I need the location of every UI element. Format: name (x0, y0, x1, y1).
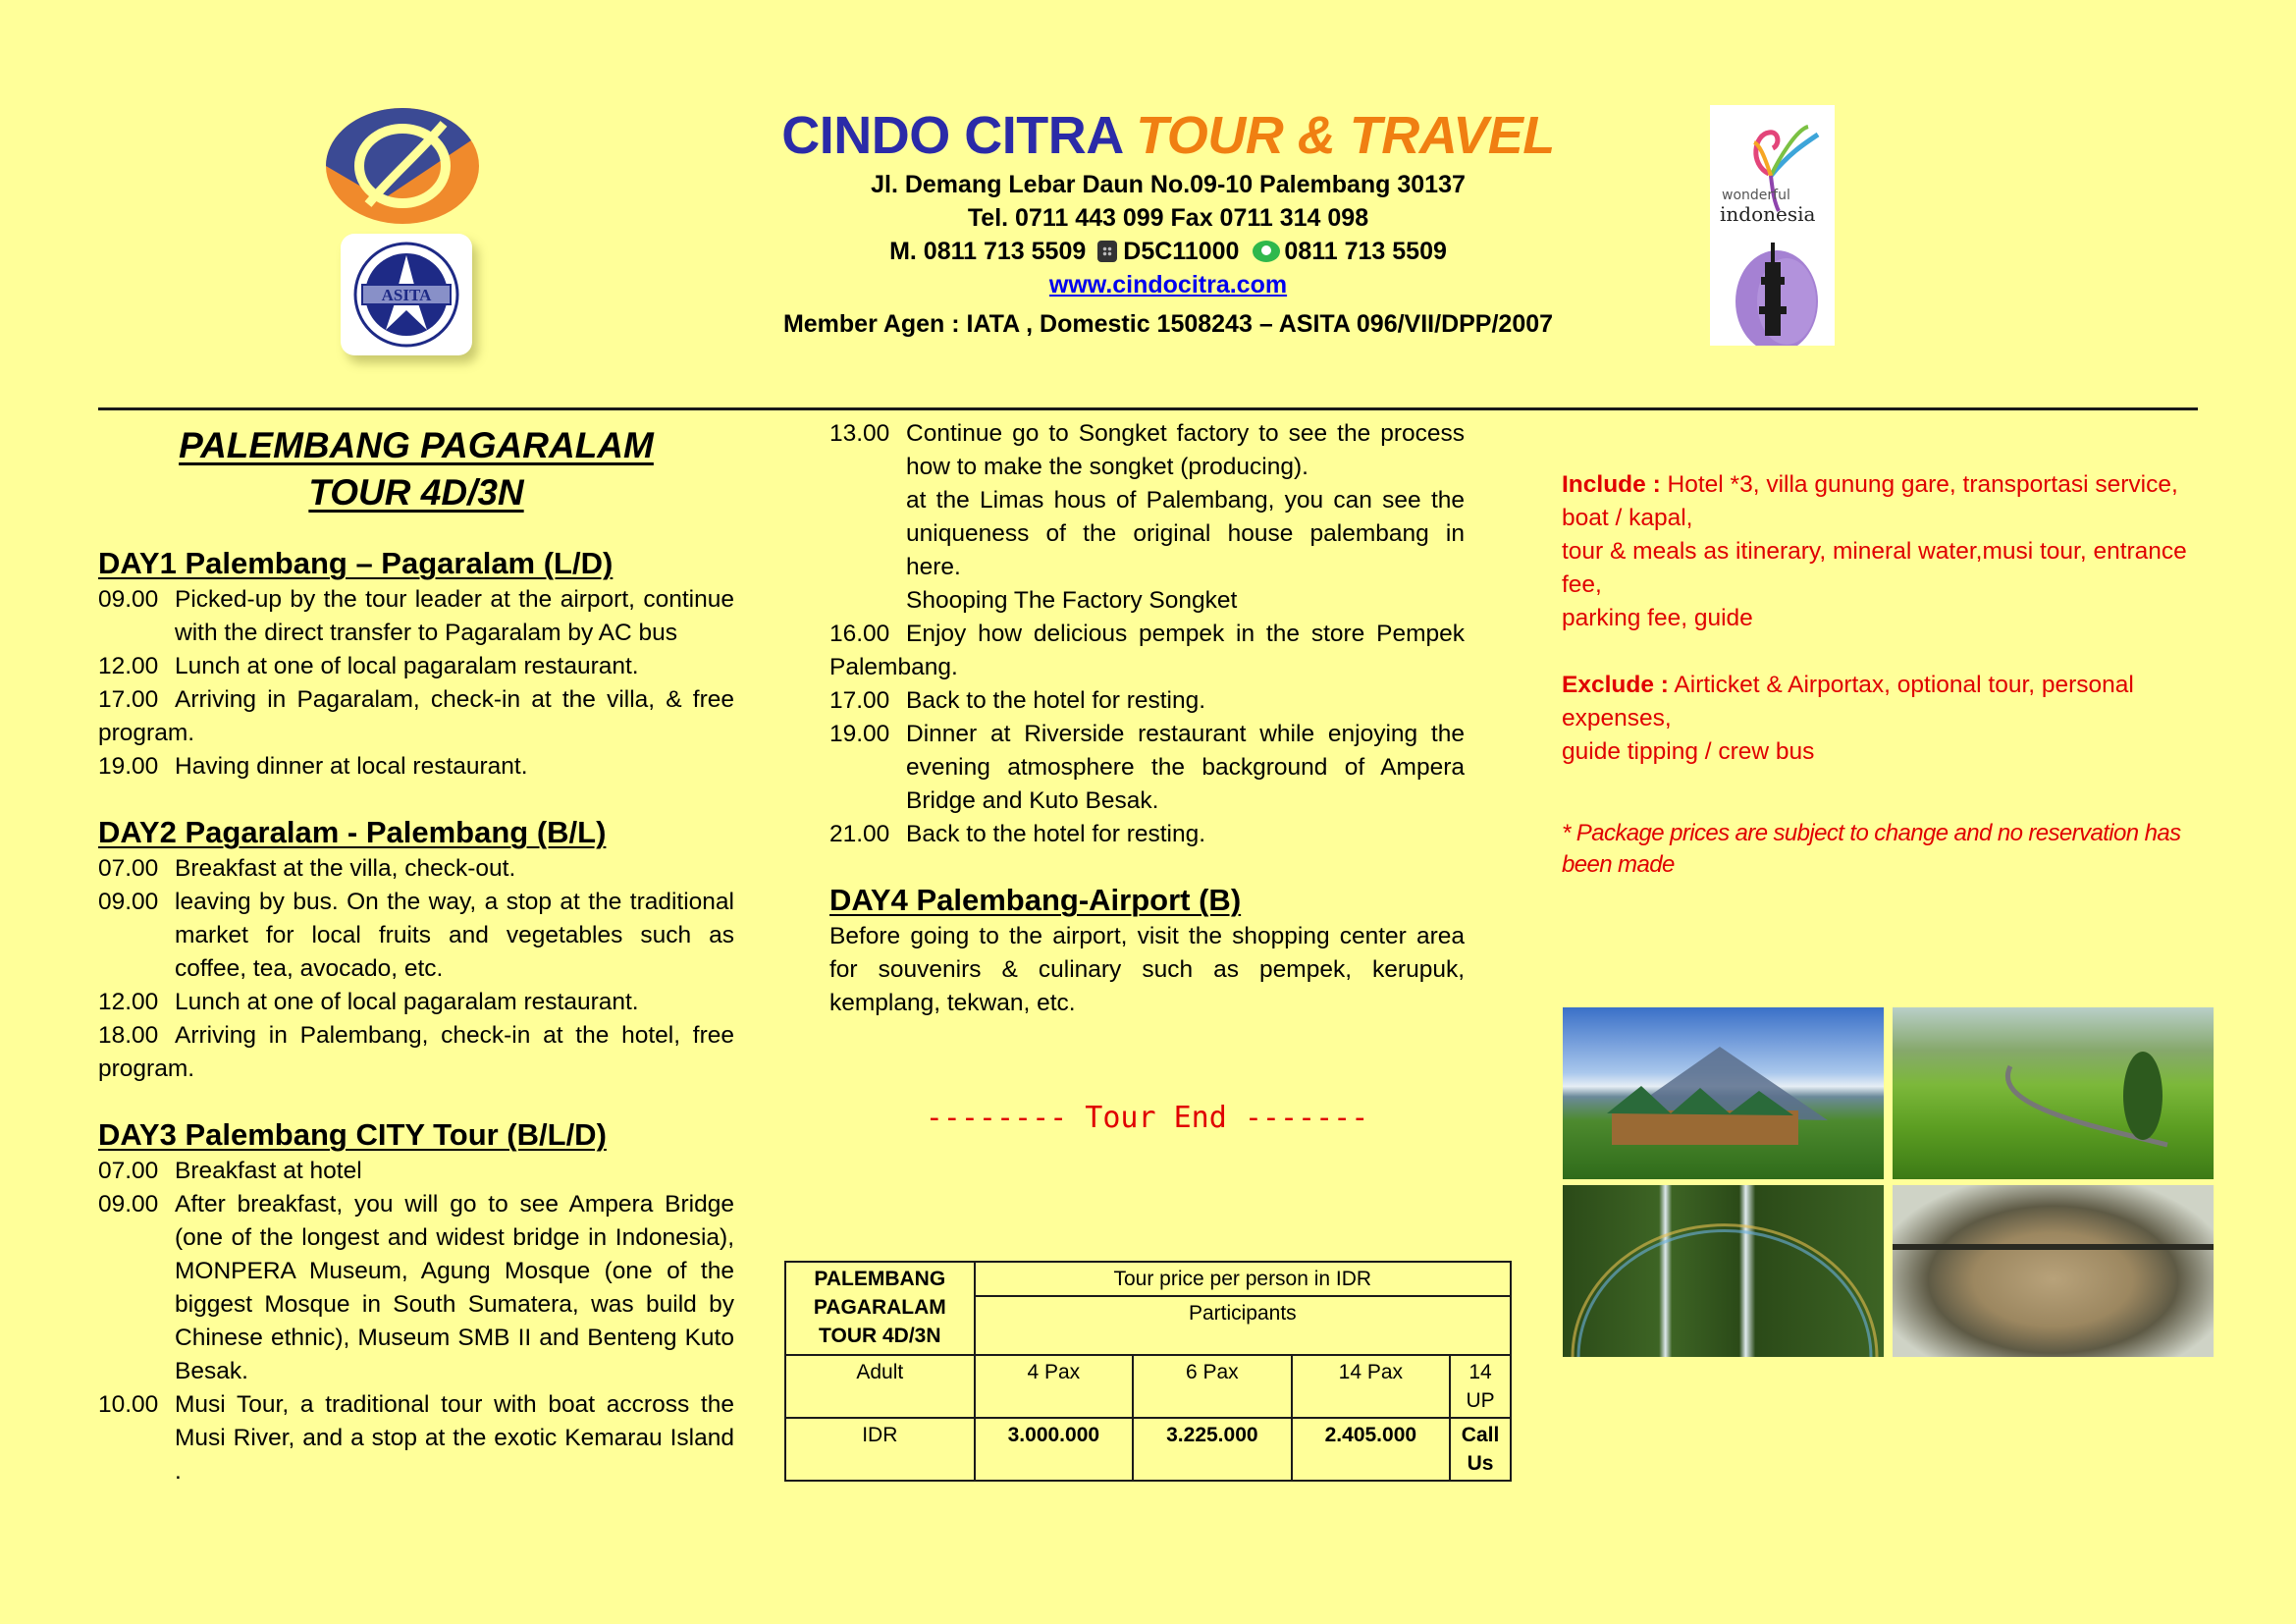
include-label: Include : (1562, 471, 1661, 498)
day-heading: DAY3 Palembang CITY Tour (B/L/D) (98, 1117, 607, 1152)
membership-info: Member Agen : IATA , Domestic 1508243 – ASITA 096/VII/DPP/2007 (782, 310, 1554, 338)
asita-logo (341, 234, 472, 355)
itinerary-item: 09.00 After breakfast, you will go to see Ampera Bridge (one of the longest and widest bridge in Indonesia), MONPERA Museum, Agung Mosque (one of the biggest Mosque in South Sumatera, was build by Chinese ethnic), Museum SMB II and Benteng Kuto Besak. (98, 1191, 734, 1384)
pax-column-header: 14 Pax (1292, 1355, 1451, 1418)
itinerary-item: 10.00 Musi Tour, a traditional tour with boat accross the Musi River, and a stop at the exotic Kemarau Island . (98, 1391, 734, 1485)
itinerary-item: 17.00 Arriving in Pagaralam, check-in at the villa, & free program. (98, 686, 734, 746)
itinerary-item: 16.00 Enjoy how delicious pempek in the store Pempek Palembang. (829, 621, 1465, 680)
itinerary-item: 17.00 Back to the hotel for resting. (829, 687, 1206, 714)
itinerary-item: 12.00 Lunch at one of local pagaralam restaurant. (98, 989, 639, 1015)
itinerary-item: 09.00 leaving by bus. On the way, a stop at the traditional market for local fruits and vegetables such as coffee, tea, avocado, etc. (98, 889, 734, 982)
exclude-section: Exclude : Airticket & Airportax, optional tour, personal expenses, guide tipping / crew bus (1562, 672, 2134, 765)
itinerary-item: 19.00 Dinner at Riverside restaurant while enjoying the evening atmosphere the background of Ampera Bridge and Kuto Besak. (829, 721, 1465, 814)
waterfall-rainbow-photo (1563, 1185, 1884, 1357)
day-heading: DAY1 Palembang – Pagaralam (L/D) (98, 546, 614, 580)
package-name-cell: PALEMBANG PAGARALAM TOUR 4D/3N (785, 1262, 975, 1355)
itinerary-item: 18.00 Arriving in Palembang, check-in at the hotel, free program. (98, 1022, 734, 1082)
day-4-description: Before going to the airport, visit the shopping center area for souvenirs & culinary such as pempek, kerupuk, kemplang, tekwan, etc. (829, 923, 1465, 1016)
tour-title: PALEMBANG PAGARALAM TOUR 4D/3N (179, 425, 654, 513)
price-disclaimer: * Package prices are subject to change and no reservation has been made (1562, 820, 2181, 878)
cindo-citra-logo (324, 106, 481, 226)
itinerary-item: 09.00 Picked-up by the tour leader at the airport, continue with the direct transfer to Pagaralam by AC bus (98, 586, 734, 646)
row-label-cell: IDR (785, 1418, 975, 1481)
exclude-label: Exclude : (1562, 672, 1669, 698)
participants-header-cell: Participants (975, 1296, 1511, 1355)
itinerary-item: 12.00 Lunch at one of local pagaralam restaurant. (98, 653, 639, 679)
itinerary-item: 07.00 Breakfast at the villa, check-out. (98, 855, 516, 882)
whatsapp-number: 0811 713 5509 (1284, 238, 1447, 265)
price-cell: Call Us (1450, 1418, 1511, 1481)
company-contacts (628, 235, 1708, 268)
itinerary-item: at the Limas hous of Palembang, you can see the uniqueness of the original house palembang in here. (906, 487, 1465, 580)
terms-column (1562, 468, 2210, 881)
company-phone-fax: Tel. 0711 443 099 Fax 0711 314 098 (967, 204, 1369, 232)
wonderful-indonesia-logo (1710, 105, 1835, 346)
include-section: Include : Hotel *3, villa gunung gare, transportasi service, boat / kapal, tour & meals as itinerary, mineral water,musi tour, entrance fee, parking fee, guide (1562, 471, 2187, 631)
svg-text:wonderful: wonderful (1722, 188, 1790, 203)
villa-mountain-photo (1563, 1007, 1884, 1179)
price-cell: 3.225.000 (1133, 1418, 1292, 1481)
pax-column-header: 4 Pax (975, 1355, 1134, 1418)
day-1 (98, 544, 734, 784)
row-label-cell: Adult (785, 1355, 975, 1418)
company-header (628, 103, 1708, 341)
website-link[interactable]: www.cindocitra.com (1048, 271, 1288, 298)
company-name: CINDO CITRA TOUR & TRAVEL (781, 106, 1555, 165)
itinerary-item: Shooping The Factory Songket (906, 587, 1238, 614)
svg-text:indonesia: indonesia (1720, 202, 1816, 226)
itinerary-item: 21.00 Back to the hotel for resting. (829, 821, 1206, 847)
company-address: Jl. Demang Lebar Daun No.09-10 Palembang 30137 (871, 171, 1466, 198)
mobile-number: M. 0811 713 5509 (889, 238, 1087, 265)
pax-column-header: 14 UP (1450, 1355, 1511, 1418)
day-2 (98, 813, 734, 1086)
tea-plantation-photo (1893, 1007, 2214, 1179)
bbm-pin: D5C11000 (1123, 238, 1240, 265)
photo-collage (1563, 1007, 2215, 1357)
tour-end-marker: -------- Tour End ------- (925, 1101, 1369, 1135)
price-header-cell: Tour price per person in IDR (975, 1262, 1511, 1296)
itinerary-middle-column (829, 417, 1465, 1135)
price-table (784, 1261, 1512, 1482)
itinerary-item: 07.00 Breakfast at hotel (98, 1158, 362, 1184)
megalith-statue-photo (1893, 1185, 2214, 1357)
itinerary-left-column (98, 417, 734, 1518)
price-cell: 2.405.000 (1292, 1418, 1451, 1481)
itinerary-item: 19.00 Having dinner at local restaurant. (98, 753, 528, 780)
day-heading: DAY2 Pagaralam - Palembang (B/L) (98, 815, 607, 849)
price-cell: 3.000.000 (975, 1418, 1134, 1481)
day-heading: DAY4 Palembang-Airport (B) (829, 883, 1242, 917)
svg-text:ASITA: ASITA (381, 286, 432, 304)
day-3 (98, 1115, 734, 1489)
itinerary-item: 13.00 Continue go to Songket factory to see the process how to make the songket (producing). (829, 420, 1465, 480)
header-divider (98, 407, 2198, 410)
blackberry-messenger-icon (1097, 241, 1117, 262)
whatsapp-icon (1253, 241, 1280, 262)
pax-column-header: 6 Pax (1133, 1355, 1292, 1418)
